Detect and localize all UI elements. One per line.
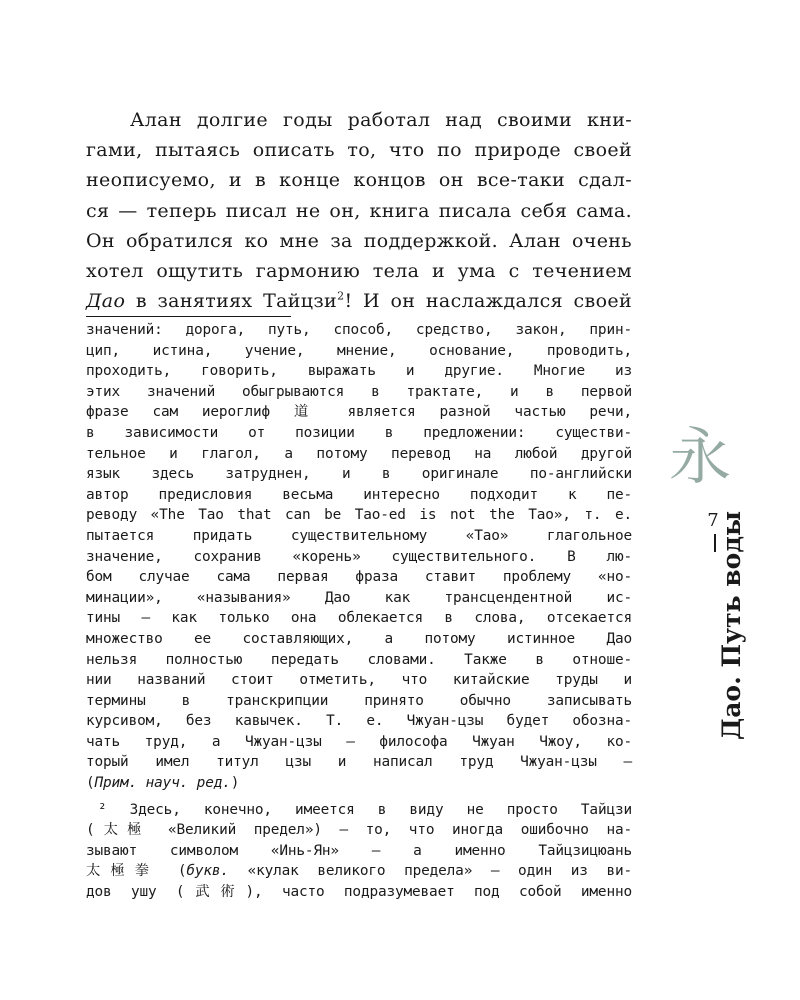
body-line: неописуемо, и в конце концов он все-таки сдал- <box>86 169 632 192</box>
abbr-italic: букв. <box>186 863 229 880</box>
body-line: гами, пытаясь описать то, что по природе своей <box>86 139 632 162</box>
body-line: Алан долгие годы работал над своими кни- <box>130 109 632 131</box>
footnote-line: автор предисловия весьма интересно подходит к пе- <box>86 486 632 503</box>
main-body-text <box>86 105 632 316</box>
note-text: Прим. науч. ред. <box>94 775 231 792</box>
editor-note <box>86 773 632 794</box>
footnote-line: тины — как только она облекается в слова, отсекается <box>86 610 632 627</box>
footnote-line: тельное и глагол, а потому перевод на любой другой <box>86 445 632 462</box>
footnote-line: ² Здесь, конечно, имеется в виду не просто Тайцзи <box>98 801 632 818</box>
note-paren: ) <box>230 775 240 792</box>
footnote-line: нельзя полностью передать словами. Также в отноше- <box>86 651 632 668</box>
chapter-glyph-icon: 永 <box>668 420 731 493</box>
footnote-line: цип, истина, учение, мнение, основание, проводить, <box>86 342 632 359</box>
footnote-line: язык здесь затруднен, и в оригинале по-английски <box>86 466 632 483</box>
footnote-line: бом случае сама первая фраза ставит проблему «но- <box>86 569 632 586</box>
footnote-2 <box>86 800 632 903</box>
footnote-line: нии названий стоит отметить, что китайские труды и <box>86 672 632 689</box>
footnote-line: дов ушу (武術), часто подразумевает под собой именно <box>86 884 632 901</box>
footnote-fragment: 太極拳 ( <box>86 863 187 880</box>
footnote-ref[interactable]: 2 <box>337 289 345 303</box>
footnote-fragment: «кулак великого предела» — один из ви- <box>228 863 632 880</box>
footnote-separator <box>86 316 291 317</box>
footnote-line: курсивом, без кавычек. Т. е. Чжуан-цзы будет обозна- <box>86 713 632 730</box>
footnote-line: реводу «The Tao that can be Tao-ed is not the Tao», т. е. <box>86 507 632 524</box>
body-line: ся — теперь писал не он, книга писала себя сама. <box>86 199 632 222</box>
footnote-line: минации», «называния» Дао как трансцендентной ис- <box>86 589 632 606</box>
footnote-1 <box>86 320 632 794</box>
footnote-line: чать труд, а Чжуан-цзы — философа Чжуан Чжоу, ко- <box>86 733 632 750</box>
footnote-line: (太極 «Великий предел») — то, что иногда ошибочно на- <box>86 822 632 839</box>
footnote-line: пытается придать существительному «Тао» глагольное <box>86 527 632 544</box>
body-fragment: в занятиях Тайцзи <box>125 290 338 313</box>
body-line: хотел ощутить гармонию тела и ума с течением <box>86 260 632 283</box>
footnote-line: значение, сохранив «корень» существительного. В лю- <box>86 548 632 565</box>
footnote-line: множество ее составляющих, а потому истинное Дао <box>86 630 632 647</box>
footnote-line: значений: дорога, путь, способ, средство, закон, прин- <box>86 322 632 338</box>
italic-term: Дао <box>86 290 126 313</box>
footnote-line: торый имел титул цзы и написал труд Чжуан-цзы — <box>86 754 632 771</box>
footnote-line: термины в транскрипции принято обычно записывать <box>86 692 632 709</box>
footnote-line: в зависимости от позиции в предложении: существи- <box>86 424 632 441</box>
footnote-line: зывают символом «Инь-Ян» — а именно Тайцзицюань <box>86 842 632 859</box>
page-number: 7 <box>707 510 719 531</box>
footnotes <box>86 320 632 903</box>
footnote-line: этих значений обыгрываются в трактате, и в первой <box>86 383 632 400</box>
body-line-last <box>86 286 632 316</box>
footnote-line: проходить, говорить, выражать и другие. Многие из <box>86 363 632 380</box>
body-line: Он обратился ко мне за поддержкой. Алан очень <box>86 229 632 252</box>
note-paren: ( <box>86 775 95 792</box>
footnote-line: фразе сам иероглиф 道 является разной частью речи, <box>86 404 632 421</box>
footnote-line <box>86 861 632 882</box>
body-fragment: ! И он наслаждался своей <box>344 290 632 313</box>
running-title: Дао. Путь воды <box>717 510 746 740</box>
